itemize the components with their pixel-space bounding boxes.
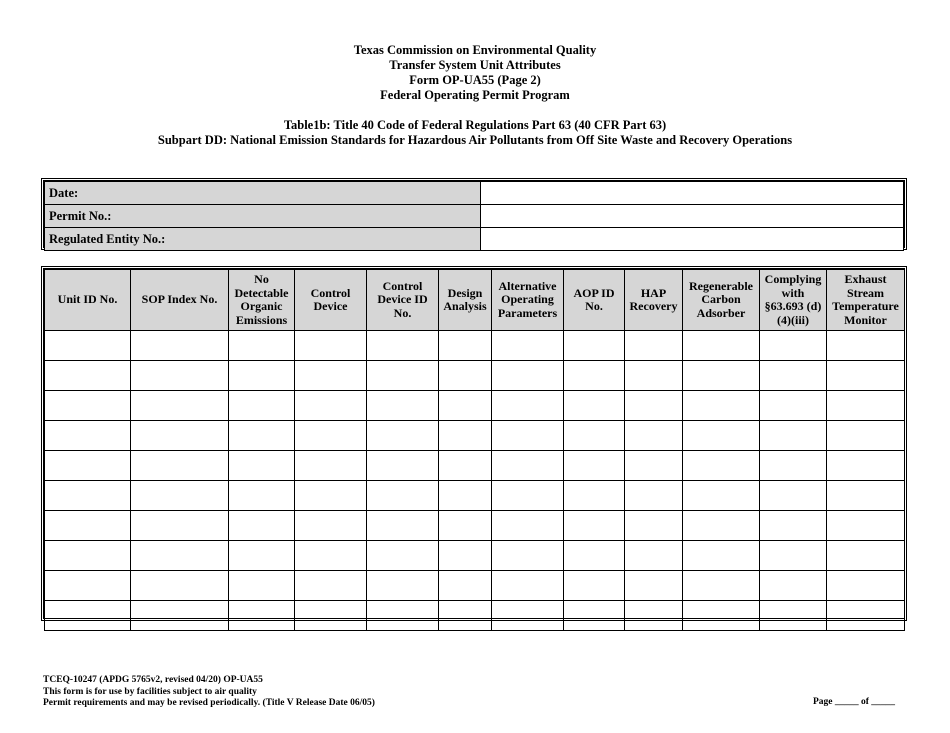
- table-cell[interactable]: [439, 571, 492, 601]
- table-row: [45, 361, 905, 391]
- table-cell[interactable]: [295, 331, 367, 361]
- table-cell[interactable]: [439, 601, 492, 631]
- table-cell[interactable]: [564, 451, 625, 481]
- table-cell[interactable]: [229, 571, 295, 601]
- table-cell[interactable]: [45, 541, 131, 571]
- table-cell[interactable]: [45, 361, 131, 391]
- table-row: [45, 481, 905, 511]
- table-cell[interactable]: [827, 481, 905, 511]
- table-cell[interactable]: [229, 361, 295, 391]
- table-cell[interactable]: [45, 421, 131, 451]
- table-cell[interactable]: [760, 391, 827, 421]
- table-cell[interactable]: [625, 511, 683, 541]
- table-cell[interactable]: [367, 541, 439, 571]
- table-cell[interactable]: [564, 391, 625, 421]
- table-cell[interactable]: [229, 391, 295, 421]
- table-cell[interactable]: [625, 481, 683, 511]
- table-title: Table1b: Title 40 Code of Federal Regulations Part 63 (40 CFR Part 63): [283, 118, 667, 132]
- table-cell[interactable]: [45, 331, 131, 361]
- table-row: [45, 391, 905, 421]
- page-number: Page _____ of _____: [813, 697, 896, 707]
- form-number: Form OP-UA55 (Page 2): [409, 73, 541, 87]
- table-cell[interactable]: [229, 421, 295, 451]
- table-cell[interactable]: [229, 601, 295, 631]
- table-cell[interactable]: [367, 451, 439, 481]
- table-cell[interactable]: [760, 541, 827, 571]
- col-header-unit-id: Unit ID No.: [45, 270, 131, 331]
- table-cell[interactable]: [439, 541, 492, 571]
- table-cell[interactable]: [625, 541, 683, 571]
- table-cell[interactable]: [439, 421, 492, 451]
- table-cell[interactable]: [760, 571, 827, 601]
- table-cell[interactable]: [439, 481, 492, 511]
- table-cell[interactable]: [683, 421, 760, 451]
- table-cell[interactable]: [367, 421, 439, 451]
- table-cell[interactable]: [760, 421, 827, 451]
- table-cell[interactable]: [492, 601, 564, 631]
- date-label: Date:: [45, 182, 481, 205]
- table-cell[interactable]: [492, 481, 564, 511]
- table-cell[interactable]: [564, 571, 625, 601]
- table-cell[interactable]: [229, 331, 295, 361]
- table-cell[interactable]: [760, 601, 827, 631]
- table-cell[interactable]: [295, 481, 367, 511]
- table-cell[interactable]: [760, 511, 827, 541]
- table-body: [45, 331, 905, 631]
- col-header-regenerable: Regenerable Carbon Adsorber: [683, 270, 760, 331]
- table-cell[interactable]: [367, 481, 439, 511]
- table-cell[interactable]: [367, 391, 439, 421]
- table-row: [45, 601, 905, 631]
- entity-field[interactable]: [481, 228, 904, 251]
- attributes-table: [41, 266, 907, 621]
- table-cell[interactable]: [131, 481, 229, 511]
- table-cell[interactable]: [564, 541, 625, 571]
- col-header-alt-operating: Alternative Operating Parameters: [492, 270, 564, 331]
- table-cell[interactable]: [683, 331, 760, 361]
- table-row: [45, 541, 905, 571]
- table-cell[interactable]: [827, 421, 905, 451]
- table-cell[interactable]: [367, 601, 439, 631]
- table-cell[interactable]: [45, 601, 131, 631]
- table-cell[interactable]: [760, 451, 827, 481]
- table-cell[interactable]: [229, 451, 295, 481]
- table-cell[interactable]: [295, 601, 367, 631]
- table-row: [45, 331, 905, 361]
- table-cell[interactable]: [827, 511, 905, 541]
- table-cell[interactable]: [564, 481, 625, 511]
- table-cell[interactable]: [295, 571, 367, 601]
- table-cell[interactable]: [683, 481, 760, 511]
- table-cell[interactable]: [295, 421, 367, 451]
- header-row: [45, 270, 905, 331]
- col-header-aop-id: AOP ID No.: [564, 270, 625, 331]
- table-cell[interactable]: [45, 571, 131, 601]
- table-cell[interactable]: [564, 361, 625, 391]
- table-cell[interactable]: [295, 361, 367, 391]
- table-cell[interactable]: [131, 601, 229, 631]
- table-cell[interactable]: [683, 451, 760, 481]
- col-header-no-detectable: No Detectable Organic Emissions: [229, 270, 295, 331]
- table-cell[interactable]: [45, 511, 131, 541]
- table-cell[interactable]: [492, 391, 564, 421]
- form-id: TCEQ-10247 (APDG 5765v2, revised 04/20) OP-UA55: [43, 675, 263, 685]
- table-cell[interactable]: [45, 481, 131, 511]
- table-cell[interactable]: [131, 331, 229, 361]
- table-cell[interactable]: [439, 511, 492, 541]
- footer-note-1: This form is for use by facilities subject to air quality: [43, 686, 257, 697]
- table-cell[interactable]: [45, 451, 131, 481]
- table-cell[interactable]: [625, 421, 683, 451]
- table-cell[interactable]: [295, 541, 367, 571]
- entity-row: [45, 228, 904, 251]
- table-cell[interactable]: [827, 451, 905, 481]
- table-cell[interactable]: [492, 331, 564, 361]
- table-cell[interactable]: [683, 391, 760, 421]
- table-cell[interactable]: [625, 571, 683, 601]
- date-field[interactable]: [481, 182, 904, 205]
- table-cell[interactable]: [131, 451, 229, 481]
- table-cell[interactable]: [131, 571, 229, 601]
- table-cell[interactable]: [229, 481, 295, 511]
- permit-label: Permit No.:: [45, 205, 481, 228]
- subpart-title: Subpart DD: National Emission Standards for Hazardous Air Pollutants from Off Site Waste and Recovery Operations: [157, 133, 793, 147]
- table-row: [45, 571, 905, 601]
- table-cell[interactable]: [229, 511, 295, 541]
- table-row: [45, 511, 905, 541]
- table-cell[interactable]: [625, 601, 683, 631]
- table-cell[interactable]: [295, 511, 367, 541]
- table-cell[interactable]: [131, 511, 229, 541]
- table-cell[interactable]: [131, 391, 229, 421]
- table-cell[interactable]: [625, 331, 683, 361]
- table-cell[interactable]: [229, 541, 295, 571]
- table-cell[interactable]: [827, 391, 905, 421]
- table-cell[interactable]: [827, 601, 905, 631]
- form-title: Transfer System Unit Attributes: [389, 58, 561, 72]
- table-cell[interactable]: [367, 331, 439, 361]
- info-table: [41, 178, 907, 250]
- col-header-control-device: Control Device: [295, 270, 367, 331]
- col-header-sop-index: SOP Index No.: [131, 270, 229, 331]
- table-cell[interactable]: [683, 511, 760, 541]
- table-cell[interactable]: [131, 541, 229, 571]
- table-cell[interactable]: [439, 331, 492, 361]
- table-cell[interactable]: [625, 451, 683, 481]
- table-cell[interactable]: [827, 571, 905, 601]
- table-cell[interactable]: [564, 421, 625, 451]
- footer-note-2: Permit requirements and may be revised periodically. (Title V Release Date 06/05): [43, 698, 375, 708]
- program-name: Federal Operating Permit Program: [380, 88, 570, 102]
- table-cell[interactable]: [827, 541, 905, 571]
- table-cell[interactable]: [131, 421, 229, 451]
- col-header-control-device-id: Control Device ID No.: [367, 270, 439, 331]
- table-cell[interactable]: [564, 601, 625, 631]
- table-cell[interactable]: [760, 481, 827, 511]
- table-cell[interactable]: [683, 571, 760, 601]
- permit-field[interactable]: [481, 205, 904, 228]
- table-cell[interactable]: [367, 361, 439, 391]
- col-header-design-analysis: Design Analysis: [439, 270, 492, 331]
- table-cell[interactable]: [492, 541, 564, 571]
- table-cell[interactable]: [827, 331, 905, 361]
- table-cell[interactable]: [492, 421, 564, 451]
- table-cell[interactable]: [131, 361, 229, 391]
- table-row: [45, 421, 905, 451]
- table-cell[interactable]: [683, 601, 760, 631]
- col-header-exhaust-monitor: Exhaust Stream Temperature Monitor: [827, 270, 905, 331]
- col-header-hap-recovery: HAP Recovery: [625, 270, 683, 331]
- table-cell[interactable]: [492, 571, 564, 601]
- table-cell[interactable]: [760, 331, 827, 361]
- table-cell[interactable]: [367, 571, 439, 601]
- table-cell[interactable]: [827, 361, 905, 391]
- table-cell[interactable]: [625, 391, 683, 421]
- table-row: [45, 451, 905, 481]
- table-cell[interactable]: [45, 391, 131, 421]
- table-cell[interactable]: [492, 511, 564, 541]
- table-cell[interactable]: [295, 451, 367, 481]
- table-cell[interactable]: [683, 361, 760, 391]
- agency-name: Texas Commission on Environmental Quality: [353, 43, 597, 57]
- table-cell[interactable]: [625, 361, 683, 391]
- table-subtitle: [0, 118, 950, 148]
- date-row: [45, 182, 904, 205]
- form-header: [0, 43, 950, 103]
- table-cell[interactable]: [492, 361, 564, 391]
- table-cell[interactable]: [492, 451, 564, 481]
- table-cell[interactable]: [439, 451, 492, 481]
- table-cell[interactable]: [564, 511, 625, 541]
- table-cell[interactable]: [760, 361, 827, 391]
- form-footer: [43, 675, 375, 710]
- table-cell[interactable]: [295, 391, 367, 421]
- table-cell[interactable]: [564, 331, 625, 361]
- entity-label: Regulated Entity No.:: [45, 228, 481, 251]
- table-cell[interactable]: [683, 541, 760, 571]
- table-cell[interactable]: [439, 391, 492, 421]
- col-header-complying: Complying with §63.693 (d)(4)(iii): [760, 270, 827, 331]
- table-cell[interactable]: [367, 511, 439, 541]
- table-cell[interactable]: [439, 361, 492, 391]
- permit-row: [45, 205, 904, 228]
